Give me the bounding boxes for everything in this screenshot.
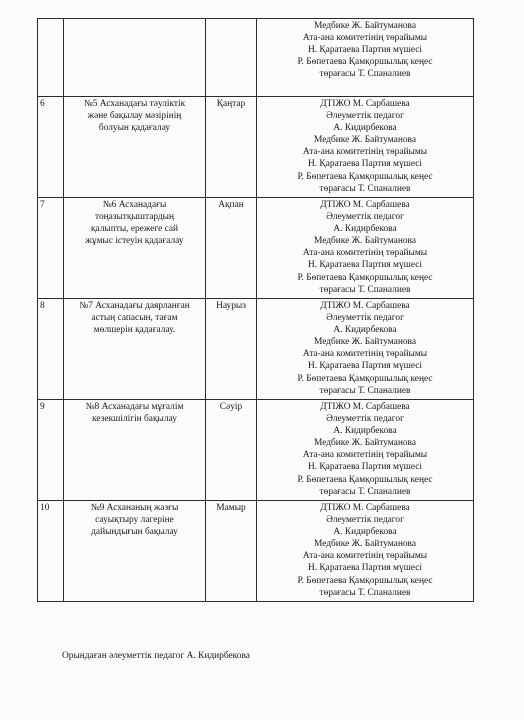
task-line: қалыпты, ережеге сай bbox=[90, 224, 179, 235]
responsible-line: Әлеуметтік педагог bbox=[326, 212, 404, 223]
month-cell: Ақпан bbox=[206, 198, 257, 299]
responsible-line: ДТІЖО М. Сарбашева bbox=[320, 200, 410, 210]
responsible-line: төрағасы Т. Спаналиев bbox=[319, 69, 411, 80]
responsible-line: Әлеуметтік педагог bbox=[326, 414, 404, 425]
month-cell: Наурыз bbox=[206, 299, 257, 400]
responsible-line: Ата-ана комитетінің төрайымы bbox=[302, 147, 428, 158]
task-line: №5 Асханадағы тәуліктік bbox=[83, 99, 186, 109]
responsible-line: А. Кидирбекова bbox=[333, 527, 397, 538]
task-line: астың сапасын, тағам bbox=[91, 313, 178, 324]
responsible-line: Р. Бөпетаева Қамқоршылық кеңес bbox=[297, 171, 433, 182]
month-cell: Қаңтар bbox=[206, 97, 257, 198]
responsible-line: ДТІЖО М. Сарбашева bbox=[320, 402, 410, 412]
table-row bbox=[38, 400, 474, 501]
task-line: №9 Асхананың жазғы bbox=[90, 503, 179, 513]
task-line: мөлшерін қадағалау. bbox=[93, 325, 176, 336]
task-line: жұмыс істеуін қадағалау bbox=[85, 236, 184, 247]
task-line: тоңазытқыштардың bbox=[94, 212, 175, 223]
responsible-line: Н. Қаратаева Партия мүшесі bbox=[307, 159, 423, 170]
task-cell bbox=[64, 198, 206, 299]
task-line: №8 Асханадағы мұғалім bbox=[85, 402, 184, 412]
responsible-line: Ата-ана комитетінің төрайымы bbox=[302, 248, 428, 259]
table-row bbox=[38, 299, 474, 400]
responsible-line: Ата-ана комитетінің төрайымы bbox=[302, 450, 428, 461]
task-cell bbox=[64, 19, 206, 97]
responsible-cell bbox=[257, 501, 474, 602]
responsible-line: Медбике Ж. Байтуманова bbox=[313, 337, 417, 348]
responsible-line: Н. Қаратаева Партия мүшесі bbox=[307, 462, 423, 473]
row-number-cell: 7 bbox=[38, 198, 64, 299]
month-cell: Мамыр bbox=[206, 501, 257, 602]
responsible-line: Р. Бөпетаева Қамқоршылық кеңес bbox=[297, 373, 433, 384]
task-cell bbox=[64, 97, 206, 198]
responsible-line: Медбике Ж. Байтуманова bbox=[313, 135, 417, 146]
responsible-line: А. Кидирбекова bbox=[333, 224, 397, 235]
responsible-line: төрағасы Т. Спаналиев bbox=[319, 486, 411, 497]
responsible-line: Медбике Ж. Байтуманова bbox=[313, 21, 417, 31]
responsible-line: ДТІЖО М. Сарбашева bbox=[320, 99, 410, 109]
responsible-line: Р. Бөпетаева Қамқоршылық кеңес bbox=[297, 575, 433, 586]
task-line: №6 Асханадағы bbox=[102, 200, 167, 210]
row-number-cell: 9 bbox=[38, 400, 64, 501]
task-line: сауықтыру лагеріне bbox=[95, 515, 174, 526]
row-number-cell bbox=[38, 19, 64, 97]
responsible-line: Н. Қаратаева Партия мүшесі bbox=[307, 45, 423, 56]
responsible-line: А. Кидирбекова bbox=[333, 123, 397, 134]
responsible-cell bbox=[257, 19, 474, 97]
plan-table bbox=[37, 18, 474, 602]
responsible-line: төрағасы Т. Спаналиев bbox=[319, 183, 411, 194]
responsible-line: Р. Бөпетаева Қамқоршылық кеңес bbox=[297, 57, 433, 68]
responsible-line: Медбике Ж. Байтуманова bbox=[313, 236, 417, 247]
row-number-cell: 6 bbox=[38, 97, 64, 198]
task-line: және бақылау мәзірінің bbox=[87, 111, 182, 122]
responsible-line: А. Кидирбекова bbox=[333, 325, 397, 336]
row-number-cell: 10 bbox=[38, 501, 64, 602]
responsible-line: ДТІЖО М. Сарбашева bbox=[320, 503, 410, 513]
responsible-line: Р. Бөпетаева Қамқоршылық кеңес bbox=[297, 474, 433, 485]
task-line: кезекшілігін бақылау bbox=[92, 414, 177, 425]
row-number-cell: 8 bbox=[38, 299, 64, 400]
responsible-line: Ата-ана комитетінің төрайымы bbox=[302, 349, 428, 360]
responsible-cell bbox=[257, 400, 474, 501]
responsible-line: Әлеуметтік педагог bbox=[326, 111, 404, 122]
table-row bbox=[38, 501, 474, 602]
task-line: №7 Асханадағы даярланған bbox=[79, 301, 190, 311]
table-row bbox=[38, 19, 474, 97]
responsible-line: Әлеуметтік педагог bbox=[326, 515, 404, 526]
responsible-line: Ата-ана комитетінің төрайымы bbox=[302, 551, 428, 562]
responsible-line: Ата-ана комитетінің төрайымы bbox=[302, 33, 428, 44]
responsible-line: төрағасы Т. Спаналиев bbox=[319, 385, 411, 396]
responsible-line: Медбике Ж. Байтуманова bbox=[313, 539, 417, 550]
task-cell bbox=[64, 400, 206, 501]
responsible-line: А. Кидирбекова bbox=[333, 426, 397, 437]
responsible-line: Н. Қаратаева Партия мүшесі bbox=[307, 563, 423, 574]
task-cell bbox=[64, 501, 206, 602]
responsible-line: төрағасы Т. Спаналиев bbox=[319, 284, 411, 295]
table-row bbox=[38, 198, 474, 299]
responsible-line: Медбике Ж. Байтуманова bbox=[313, 438, 417, 449]
responsible-cell bbox=[257, 299, 474, 400]
responsible-line: төрағасы Т. Спаналиев bbox=[319, 587, 411, 598]
responsible-line: Әлеуметтік педагог bbox=[326, 313, 404, 324]
responsible-line: Н. Қаратаева Партия мүшесі bbox=[307, 361, 423, 372]
task-line: болуын қадағалау bbox=[98, 123, 171, 134]
signature-line: Орындаған әлеуметтік педагог А. Кидирбекова bbox=[62, 651, 250, 661]
responsible-line: Р. Бөпетаева Қамқоршылық кеңес bbox=[297, 272, 433, 283]
month-cell bbox=[206, 19, 257, 97]
responsible-cell bbox=[257, 97, 474, 198]
month-cell: Сәуір bbox=[206, 400, 257, 501]
task-line: дайындығын бақылау bbox=[91, 527, 178, 538]
responsible-line: ДТІЖО М. Сарбашева bbox=[320, 301, 410, 311]
responsible-cell bbox=[257, 198, 474, 299]
table-row bbox=[38, 97, 474, 198]
responsible-line: Н. Қаратаева Партия мүшесі bbox=[307, 260, 423, 271]
task-cell bbox=[64, 299, 206, 400]
